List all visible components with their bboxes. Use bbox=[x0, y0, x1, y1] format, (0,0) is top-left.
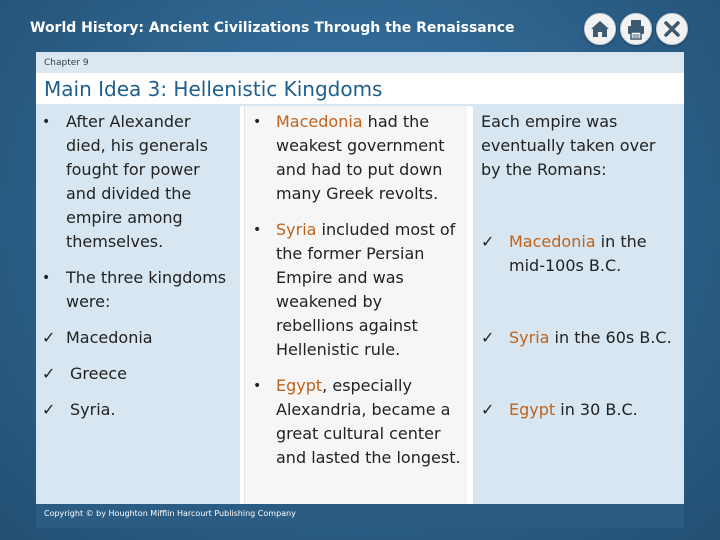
title-bar bbox=[36, 73, 684, 104]
home-icon bbox=[585, 14, 615, 44]
home-button[interactable] bbox=[584, 13, 616, 45]
check-item bbox=[42, 362, 232, 386]
check-icon: ✓ bbox=[42, 400, 56, 419]
check-item bbox=[481, 326, 681, 350]
check-icon: ✓ bbox=[42, 364, 56, 383]
bullet-text bbox=[253, 110, 463, 206]
chapter-label: Chapter 9 bbox=[44, 58, 89, 68]
bullet-item bbox=[253, 218, 463, 362]
check-rest: in the mid-100s B.C. bbox=[509, 232, 647, 275]
check-icon: ✓ bbox=[42, 328, 56, 347]
bullet-icon: • bbox=[42, 114, 51, 130]
check-icon: ✓ bbox=[481, 328, 495, 347]
close-button[interactable] bbox=[656, 13, 688, 45]
check-text bbox=[481, 326, 681, 350]
check-icon: ✓ bbox=[481, 400, 495, 419]
print-icon bbox=[621, 14, 651, 44]
bullet-icon: • bbox=[253, 222, 262, 238]
check-rest: in the 60s B.C. bbox=[549, 328, 672, 347]
highlight-term: Macedonia bbox=[509, 232, 596, 251]
column-middle bbox=[245, 106, 467, 504]
column-right bbox=[473, 106, 684, 504]
footer-bar bbox=[36, 504, 684, 528]
page-title: Main Idea 3: Hellenistic Kingdoms bbox=[44, 77, 383, 101]
highlight-term: Egypt bbox=[509, 400, 556, 419]
highlight-term: Macedonia bbox=[276, 112, 363, 131]
check-text bbox=[481, 398, 681, 422]
check-text: Greece bbox=[70, 364, 127, 383]
check-item bbox=[42, 326, 232, 350]
bullet-item bbox=[253, 374, 463, 470]
bullet-icon: • bbox=[42, 270, 51, 286]
bullet-text: After Alexander died, his generals fought for power and divided the empire among themselves. bbox=[66, 112, 208, 251]
intro-text: Each empire was eventually taken over by the Romans: bbox=[481, 112, 656, 179]
highlight-term: Syria bbox=[509, 328, 550, 347]
app-title: World History: Ancient Civilizations Through the Renaissance bbox=[30, 20, 515, 36]
bullet-icon: • bbox=[253, 378, 262, 394]
bullet-item bbox=[42, 110, 232, 254]
print-button[interactable] bbox=[620, 13, 652, 45]
highlight-term: Syria bbox=[276, 220, 317, 239]
check-item bbox=[481, 398, 681, 422]
check-item bbox=[42, 398, 232, 422]
copyright-text: Copyright © by Houghton Mifflin Harcourt Publishing Company bbox=[44, 509, 296, 518]
bullet-item bbox=[42, 266, 232, 314]
bullet-item bbox=[253, 110, 463, 206]
check-icon: ✓ bbox=[481, 232, 495, 251]
bullet-icon: • bbox=[253, 114, 262, 130]
bullet-text bbox=[253, 218, 463, 362]
check-text: Macedonia bbox=[66, 328, 153, 347]
check-text bbox=[481, 230, 681, 278]
highlight-term: Egypt bbox=[276, 376, 323, 395]
check-rest: in 30 B.C. bbox=[555, 400, 638, 419]
check-text: Syria. bbox=[70, 400, 116, 419]
bullet-text bbox=[253, 374, 463, 470]
top-bar bbox=[0, 0, 720, 56]
bullet-rest: , especially Alexandria, became a great cultural center and lasted the longest. bbox=[276, 376, 461, 467]
column-left bbox=[36, 106, 240, 504]
chapter-bar bbox=[36, 56, 684, 72]
bullet-text: The three kingdoms were: bbox=[66, 268, 227, 311]
bullet-rest: had the weakest government and had to put down many Greek revolts. bbox=[276, 112, 445, 203]
close-icon bbox=[657, 14, 687, 44]
check-item bbox=[481, 230, 681, 278]
bullet-rest: included most of the former Persian Empire and was weakened by rebellions against Hellenistic rule. bbox=[276, 220, 456, 359]
column-divider bbox=[240, 106, 244, 504]
